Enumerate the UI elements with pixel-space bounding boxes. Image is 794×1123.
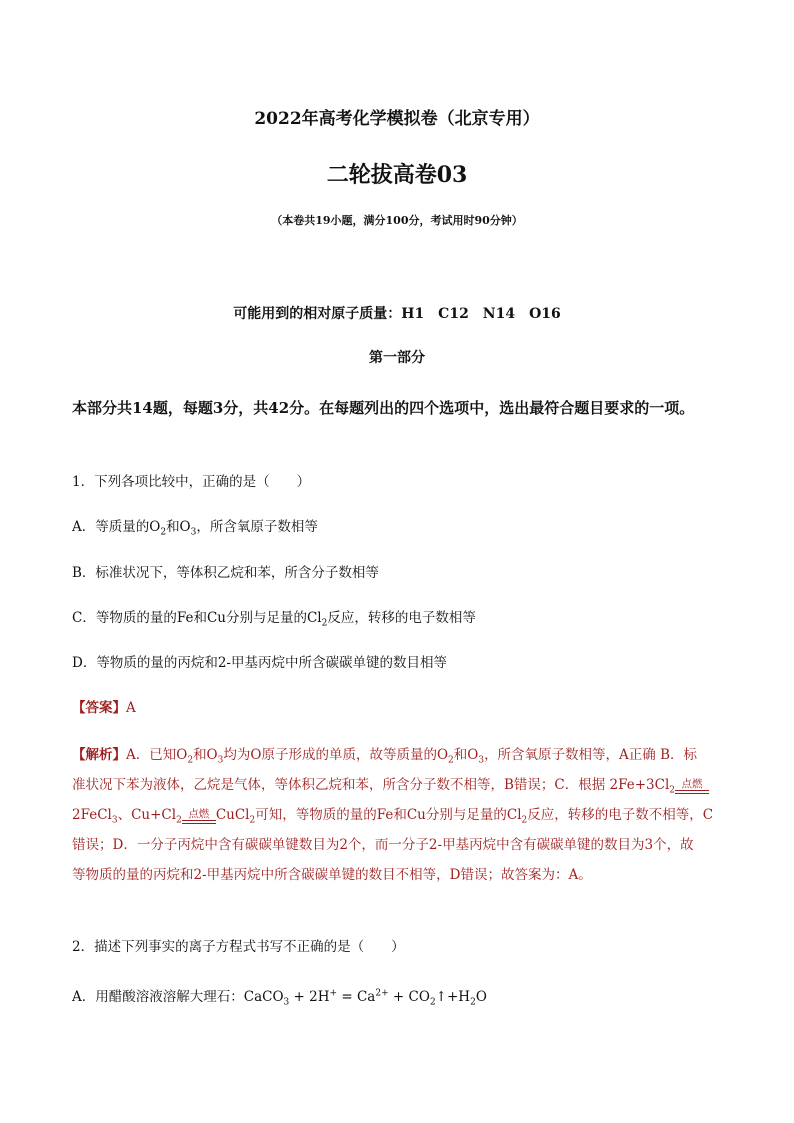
answer-value: A <box>126 700 136 716</box>
analysis-line-3: 2FeCl$_3$、$Cu+Cl_2$ 点燃 CuCl$_2$可知，等物质的量的Fe和Cu分别与足量的$Cl_2$反应，转移的电子数不相等，C <box>72 807 714 826</box>
analysis-tag: 【解析】 <box>72 747 126 763</box>
answer-tag: 【答案】 <box>72 700 126 716</box>
question-1-answer <box>72 696 136 716</box>
reaction-condition: 点燃 <box>675 779 709 794</box>
part-heading: 第一部分 <box>369 350 425 366</box>
analysis-line-4: 错误；D．一分子丙烷中含有碳碳单键数目为2个，而一分子2-甲基丙烷中含有碳碳单键的数目为3个，故 <box>72 837 694 853</box>
analysis-line-5: 等物质的量的丙烷和2-甲基丙烷中所含碳碳单键的数目不相等，D错误；故答案为：A。 <box>72 867 592 883</box>
exam-title: 2022年高考化学模拟卷（北京专用） <box>254 109 540 129</box>
question-2-option-a: A．用醋酸溶液溶解大理石：CaCO$_3$ + $2H^+ = Ca^{2+}$ + $CO_2↑+H_2O$ <box>72 988 487 1008</box>
question-2-stem: 2．描述下列事实的离子方程式书写不正确的是（ ） <box>72 939 405 955</box>
question-1-analysis <box>72 740 737 890</box>
question-1-stem: 1．下列各项比较中，正确的是（ ） <box>72 474 311 490</box>
exam-subtitle: 二轮拔高卷03 <box>326 162 468 188</box>
atomic-masses: 可能用到的相对原子质量：H1 C12 N14 O16 <box>233 306 561 322</box>
exam-note: （本卷共19小题，满分100分，考试用时90分钟） <box>271 214 523 227</box>
analysis-line-1: 【解析】A．已知$O_2$和$O_3$均为O原子形成的单质，故等质量的$O_2$和$O_3$，所含氧原子数相等，A正确 B．标 <box>72 747 698 766</box>
question-1-option-c: C．等物质的量的Fe和Cu分别与足量的$Cl_2$反应，转移的电子数相等 <box>72 610 476 629</box>
question-1-option-d: D．等物质的量的丙烷和2-甲基丙烷中所含碳碳单键的数目相等 <box>72 655 447 671</box>
question-1-option-b: B．标准状况下，等体积乙烷和苯，所含分子数相等 <box>72 565 379 581</box>
reaction-condition: 点燃 <box>182 809 216 824</box>
question-1-option-a: A．等质量的$O_2$和$O_3$，所含氧原子数相等 <box>72 519 318 538</box>
part-instructions: 本部分共14题，每题3分，共42分。在每题列出的四个选项中，选出最符合题目要求的一项。 <box>72 399 695 417</box>
analysis-line-2: 准状况下苯为液体，乙烷是气体，等体积乙烷和苯，所含分子数不相等，B错误；C．根据 $2Fe+3Cl_2$ 点燃 <box>72 770 737 800</box>
